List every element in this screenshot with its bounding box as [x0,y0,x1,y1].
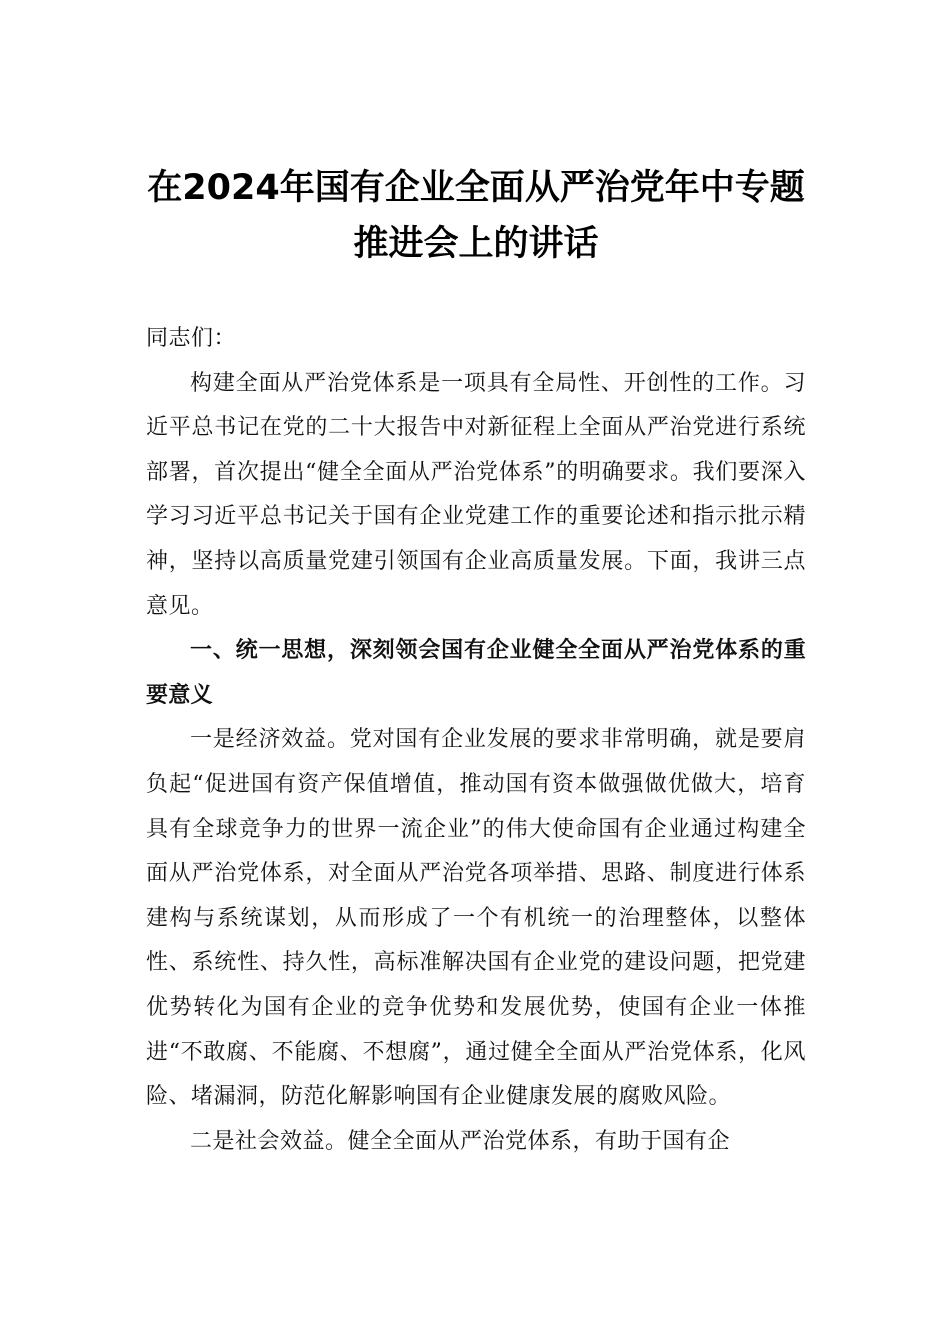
point-1-lead: 一是经济效益。 [190,727,350,753]
document-page [146,160,806,1164]
document-title [146,160,806,272]
intro-paragraph: 构建全面从严治党体系是一项具有全局性、开创性的工作。习近平总书记在党的二十大报告中对新征程上全面从严治党进行系统部署，首次提出“健全全面从严治党体系”的明确要求。我们要深入学习习近平总书记关于国有企业党建工作的重要论述和指示批示精神，坚持以高质量党建引领国有企业高质量发展。下面，我讲三点意见。 [146,370,806,619]
point-1-text: 党对国有企业发展的要求非常明确，就是要肩负起“促进国有资产保值增值，推动国有资本做强做优做大，培育具有全球竞争力的世界一流企业”的伟大使命国有企业通过构建全面从严治党体系，对全面从严治党各项举措、思路、制度进行体系建构与系统谋划，从而形成了一个有机统一的治理整体，以整体性、系统性、持久性，高标准解决国有企业党的建设问题，把党建优势转化为国有企业的竞争优势和发展优势，使国有企业一体推进“不敢腐、不能腐、不想腐”，通过健全全面从严治党体系，化风险、堵漏洞，防范化解影响国有企业健康发展的腐败风险。 [146,727,806,1110]
point-2-text: 健全全面从严治党体系，有助于国有企 [347,1128,731,1154]
point-1-paragraph [146,718,806,1119]
point-2-lead: 二是社会效益。 [190,1128,348,1154]
title-line-2: 推进会上的讲话 [353,224,599,264]
point-2-paragraph [146,1120,806,1165]
section-1-heading: 一、统一思想，深刻领会国有企业健全全面从严治党体系的重要意义 [146,638,806,708]
document-body [146,317,806,1164]
salutation: 同志们： [146,326,237,351]
title-line-1: 在2024年国有企业全面从严治党年中专题 [147,168,805,208]
